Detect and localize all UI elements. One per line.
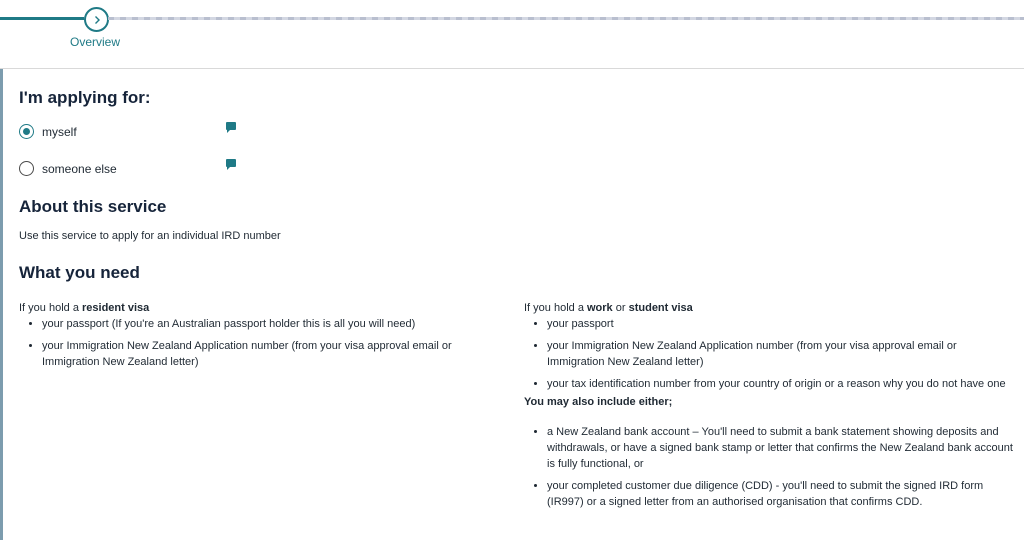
help-comment-icon[interactable] bbox=[226, 159, 236, 167]
about-heading: About this service bbox=[19, 197, 167, 216]
what-you-need-heading: What you need bbox=[19, 263, 140, 282]
work-requirements-list bbox=[524, 316, 1014, 392]
main-content bbox=[0, 69, 1024, 540]
radio-label[interactable]: myself bbox=[42, 124, 77, 139]
also-include-label: You may also include either; bbox=[524, 396, 673, 408]
list-item: • a New Zealand bank account – You'll need to submit a bank statement showing deposits and withdrawals, or have a signed bank stamp or letter that confirms the New Zealand bank account is fully functional, or bbox=[547, 424, 1014, 472]
radio-button-unchecked[interactable] bbox=[19, 161, 34, 176]
radio-option-myself[interactable] bbox=[19, 124, 77, 139]
radio-button-checked[interactable] bbox=[19, 124, 34, 139]
chevron-right-icon bbox=[92, 15, 102, 25]
help-comment-icon[interactable] bbox=[226, 122, 236, 130]
progress-header bbox=[0, 0, 1024, 69]
also-include-list bbox=[524, 424, 1014, 510]
applying-heading: I'm applying for: bbox=[19, 88, 151, 107]
work-label: work bbox=[587, 302, 613, 314]
list-item: • your completed customer due diligence (CDD) - you'll need to submit the signed IRD form (IR997) or a signed letter from an authorised organisation that confirms CDD. bbox=[547, 478, 1014, 510]
radio-option-someone-else[interactable] bbox=[19, 161, 117, 176]
list-item: • your Immigration New Zealand Application number (from your visa approval email or Immigration New Zealand letter) bbox=[42, 338, 499, 370]
radio-label[interactable]: someone else bbox=[42, 161, 117, 176]
work-visa-column bbox=[524, 300, 1014, 516]
step-label-overview[interactable]: Overview bbox=[70, 35, 121, 49]
resident-requirements-list bbox=[19, 316, 499, 370]
step-overview-marker[interactable] bbox=[84, 7, 109, 32]
list-item: • your tax identification number from your country of origin or a reason why you do not have one bbox=[547, 376, 1014, 392]
list-item: • your Immigration New Zealand Application number (from your visa approval email or Immigration New Zealand letter) bbox=[547, 338, 1014, 370]
list-item: • your passport bbox=[547, 316, 1014, 332]
about-text: Use this service to apply for an individual IRD number bbox=[19, 230, 281, 242]
resident-visa-column bbox=[19, 300, 499, 376]
resident-intro: If you hold a resident visa bbox=[19, 302, 150, 314]
resident-visa-label: resident visa bbox=[82, 302, 150, 314]
progress-track-complete bbox=[0, 17, 84, 20]
list-item: • your passport (If you're an Australian passport holder this is all you will need) bbox=[42, 316, 499, 332]
student-visa-label: student visa bbox=[628, 302, 693, 314]
work-intro: If you hold a work or student visa bbox=[524, 302, 693, 314]
progress-track-remaining bbox=[108, 17, 1024, 20]
